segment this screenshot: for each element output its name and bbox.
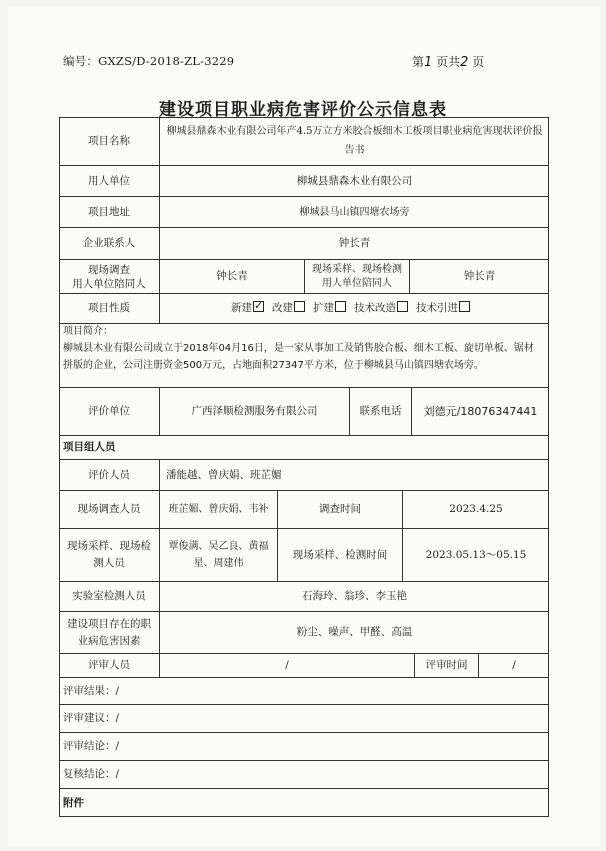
phone-label: 联系电话 <box>349 387 411 435</box>
recheck-conclusion: 复核结论：/ <box>59 760 549 788</box>
page-number: 第1 页共2 页 <box>412 55 485 70</box>
survey-time-value: 2023.4.25 <box>402 490 549 528</box>
checkbox-new[interactable] <box>253 301 264 312</box>
option-tech-import[interactable]: 技术引进 <box>416 300 478 317</box>
review-time-value: / <box>478 653 549 677</box>
employer-label: 用人单位 <box>59 165 159 196</box>
intro-text: 柳城县木业有限公司成立于2018年04月16日，是一家从事加工及销售胶合板、细木工板、旋切单板、锯材拼版的企业，公司注册资金500万元，占地面积27347平方米，位于柳城县马山镇四塘农场旁。 <box>63 343 534 371</box>
lab-value: 石海玲、翁珍、李玉艳 <box>159 581 549 611</box>
employer-value: 柳城县鼎森木业有限公司 <box>159 165 549 196</box>
sampling-time-label: 现场采样、检测时间 <box>277 528 402 581</box>
checkbox-rebuild[interactable] <box>294 301 305 312</box>
project-name-label: 项目名称 <box>88 134 130 147</box>
evaluator-label: 评价人员 <box>59 459 159 490</box>
sampler-value: 覃俊满、吴乙良、黄福星、周建伟 <box>159 528 277 581</box>
phone-value: 刘德元/18076347441 <box>411 387 549 435</box>
info-table <box>59 117 549 817</box>
reviewer-value: / <box>159 653 414 677</box>
lab-label: 实验室检测人员 <box>59 581 159 611</box>
contact-value: 钟长青 <box>159 227 549 259</box>
survey-time-label: 调查时间 <box>277 490 402 528</box>
intro-label: 项目简介： <box>63 326 113 337</box>
option-rebuild[interactable]: 改建 <box>272 300 313 317</box>
address-value: 柳城县马山镇四塘农场旁 <box>159 196 549 227</box>
review-result: 评审结果：/ <box>59 677 549 704</box>
attachment-label: 附件 <box>59 788 549 817</box>
project-name-value: 柳城县鼎森木业有限公司年产4.5万立方米胶合板细木工板项目职业病危害现状评价报告书 <box>159 117 549 165</box>
surveyor-label: 现场调查人员 <box>59 490 159 528</box>
option-tech-upgrade[interactable]: 技术改造 <box>354 300 416 317</box>
option-expand[interactable]: 扩建 <box>313 300 354 317</box>
checkbox-expand[interactable] <box>335 301 346 312</box>
eval-unit-value: 广西泽顺检测服务有限公司 <box>159 387 349 435</box>
survey-escort-value: 钟长青 <box>159 259 304 293</box>
sampling-escort-label: 现场采样、现场检测 用人单位陪同人 <box>304 259 409 293</box>
review-conclusion: 评审结论：/ <box>59 732 549 760</box>
hazard-value: 粉尘、噪声、甲醛、高温 <box>159 611 549 653</box>
contact-label: 企业联系人 <box>59 227 159 259</box>
option-new[interactable]: 新建✓ <box>231 300 272 317</box>
reviewer-label: 评审人员 <box>59 653 159 677</box>
address-label: 项目地址 <box>59 196 159 227</box>
nature-label: 项目性质 <box>59 293 159 323</box>
review-time-label: 评审时间 <box>414 653 478 677</box>
nature-options <box>159 293 549 323</box>
intro-text-block <box>63 323 543 374</box>
evaluator-value: 潘能越、曾庆娟、班芷媚 <box>159 459 549 490</box>
sampling-time-value: 2023.05.13～05.15 <box>402 528 549 581</box>
page-current: 1 <box>424 55 433 70</box>
eval-unit-label: 评价单位 <box>59 387 159 435</box>
checkbox-tech-import[interactable] <box>459 301 470 312</box>
review-suggestion: 评审建议：/ <box>59 704 549 732</box>
sampler-label: 现场采样、现场检测人员 <box>59 528 159 581</box>
team-label: 项目组人员 <box>59 435 549 459</box>
sampling-escort-value: 钟长青 <box>409 259 549 293</box>
page-total: 2 <box>460 55 469 70</box>
checkbox-tech-upgrade[interactable] <box>397 301 408 312</box>
page-title: 建设项目职业病危害评价公示信息表 <box>159 100 447 120</box>
survey-escort-label: 现场调查 用人单位陪同人 <box>59 259 159 293</box>
surveyor-value: 班芷媚、曾庆娟、韦补 <box>159 490 277 528</box>
document-number: 编号：GXZS/D-2018-ZL-3229 <box>63 54 235 68</box>
hazard-label: 建设项目存在的职业病危害因素 <box>59 611 159 653</box>
